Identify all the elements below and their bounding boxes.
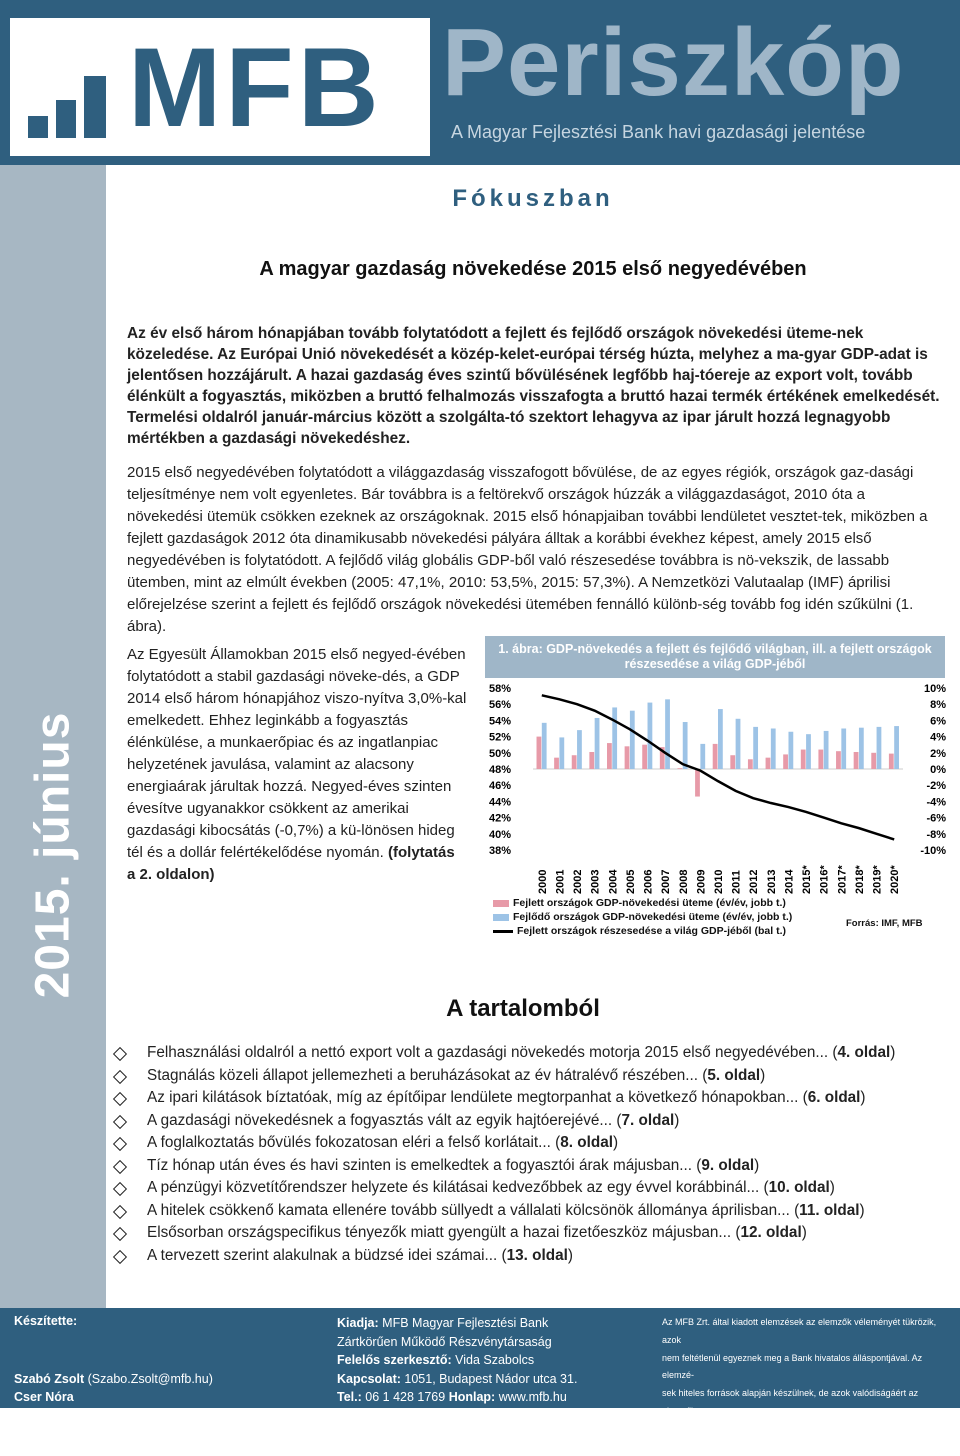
right-tick-label: 0% xyxy=(930,764,946,776)
bar xyxy=(559,737,564,769)
publisher-row xyxy=(337,1314,577,1333)
bar xyxy=(736,719,741,769)
legend-swatch-share xyxy=(493,930,513,933)
disclaimer xyxy=(662,1314,954,1456)
toc-item-text: Az ipari kilátások bíztatóak, míg az építőipar lendülete megtorpanhat a következő hónapokban... ( xyxy=(147,1089,808,1106)
mfb-logo[interactable] xyxy=(10,18,430,156)
body-paragraph-2 xyxy=(127,644,467,886)
bar xyxy=(801,750,806,769)
x-tick-label: 2007 xyxy=(660,869,673,894)
disclaimer-line: Az MFB Zrt. által kiadott elemzések az elemzők véleményét tükrözik, azok xyxy=(662,1317,937,1345)
toc-item-text: A tervezett szerint alakulnak a büdzsé idei számai... ( xyxy=(147,1246,507,1264)
toc-item-text: A hitelek csökkenő kamata ellenére tovább süllyedt a vállalati kölcsönök állománya áprilisban... ( xyxy=(147,1201,800,1219)
bar xyxy=(788,732,793,769)
bar xyxy=(841,729,846,770)
authors xyxy=(14,1370,213,1406)
diamond-bullet-icon xyxy=(113,1227,127,1241)
toc-item-close: ) xyxy=(612,1134,619,1151)
toc-item[interactable] xyxy=(112,1245,952,1268)
publisher-row-2: Zártkörűen Működő Részvénytársaság xyxy=(337,1334,552,1349)
toc-item-text: Stagnálás közeli állapot jellemezheti a beruházásokat az év hátralévő részében... ( xyxy=(147,1066,708,1084)
legend-label-developed: Fejlett országok GDP-növekedési üteme (év/év, jobb t.) xyxy=(513,897,786,909)
left-tick-label: 54% xyxy=(489,715,512,728)
bar xyxy=(648,703,653,769)
editor-row xyxy=(337,1351,577,1370)
legend-label-share: Fejlett országok részesedése a világ GDP-jéből (bal t.) xyxy=(517,925,787,937)
issue-date: 2015. június xyxy=(26,711,80,999)
x-tick-label: 2001 xyxy=(554,869,567,894)
disclaimer-line: zők, sem az MFB Zrt. nem vállal felelősséget. xyxy=(662,1441,844,1452)
right-tick-label: -6% xyxy=(926,812,946,825)
chart-legend xyxy=(493,896,792,938)
right-tick-label: 6% xyxy=(930,715,946,728)
toc-item-close: ) xyxy=(674,1111,680,1129)
left-tick-label: 46% xyxy=(489,780,512,793)
web-link[interactable]: www.mfb.hu xyxy=(498,1390,567,1404)
x-tick-label: 2002 xyxy=(572,869,585,894)
toc-item-page[interactable]: 10. oldal xyxy=(768,1179,830,1196)
diamond-bullet-icon xyxy=(113,1114,127,1128)
x-tick-label: 2017* xyxy=(836,865,849,894)
legend-label-developing: Fejlődő országok GDP-növekedési üteme (év/év, jobb t.) xyxy=(513,911,793,923)
toc-list xyxy=(112,1042,952,1267)
toc-item-close: ) xyxy=(859,1201,865,1219)
gdp-chart xyxy=(485,678,950,896)
bar xyxy=(700,744,705,769)
x-tick-label: 2020* xyxy=(889,865,902,894)
right-tick-label: 2% xyxy=(930,747,946,760)
bar xyxy=(607,743,612,769)
x-tick-label: 2013 xyxy=(765,869,778,894)
left-tick-label: 38% xyxy=(489,845,512,857)
x-tick-label: 2004 xyxy=(607,869,620,894)
bar xyxy=(854,752,859,769)
tel-number[interactable]: 06 1 428 1769 xyxy=(365,1390,446,1404)
toc-item-close: ) xyxy=(760,1066,766,1084)
bar xyxy=(625,746,630,769)
x-tick-label: 2008 xyxy=(677,869,690,894)
contact-label: Kapcsolat: xyxy=(337,1371,401,1386)
toc-item-text: Felhasználási oldalról a nettó export volt a gazdasági növekedés motorja 2015 első negyedévében... ( xyxy=(147,1044,838,1061)
x-tick-label: 2018* xyxy=(853,865,866,894)
left-tick-label: 58% xyxy=(489,683,512,695)
x-tick-label: 2011 xyxy=(730,870,743,894)
logo-text: MFB xyxy=(128,25,383,150)
diamond-bullet-icon xyxy=(113,1249,127,1263)
bar xyxy=(595,718,600,769)
right-tick-label: -8% xyxy=(926,828,946,841)
bar xyxy=(677,768,682,769)
headline: A magyar gazdaság növekedése 2015 első negyedévében xyxy=(259,258,807,280)
legend-swatch-developed xyxy=(493,900,509,907)
bar xyxy=(665,699,670,769)
toc-item-page[interactable]: 12. oldal xyxy=(740,1224,802,1241)
author-1-email[interactable]: (Szabo.Zsolt@mfb.hu) xyxy=(87,1372,213,1386)
toc-item[interactable] xyxy=(112,1042,952,1065)
diamond-bullet-icon xyxy=(113,1159,127,1173)
tel-row xyxy=(337,1388,577,1407)
toc-item-close: ) xyxy=(890,1044,896,1061)
publication-subtitle: A Magyar Fejlesztési Bank havi gazdasági jelentése xyxy=(451,122,866,142)
body-paragraph-1: 2015 első negyedévében folytatódott a világgazdaság visszafogott bővülése, de az egyes régiók, országok gaz-dasági teljesítménye nem volt egyenletes. Bár továbbra is a feltörekvő országok húzzák a világgazdaságot, 2010 óta a növekedési ütemük csökken ezeknek az országoknak. 2015 első hónapjaiban további lendületet vesztet-tek, miközben a fejlett gazdaságok 2012 óta dinamikusabb növekedési pályára álltak a korábbi évekhez képest, amely 2015 első negyedévében is folytatódott. A fejlődő világ globális GDP-ből való részesedése továbbra is nö-vekszik, de lassabb ütemben, mint az elmúlt években (2005: 47,1%, 2010: 53,5%, 2015: 57,3%). A Nemzetközi Valutaalap (IMF) áprilisi előrejelzése szerint a fejlett és fejlődő országok növekedési ütemében fennálló különb-ség tovább fog idén szűkülni (1. ábra). xyxy=(127,464,928,635)
right-tick-label: -2% xyxy=(926,780,946,793)
x-tick-label: 2009 xyxy=(695,869,708,894)
chart-source: Forrás: IMF, MFB xyxy=(846,918,923,929)
bar xyxy=(730,755,735,769)
bar xyxy=(859,728,864,769)
legend-item-developing xyxy=(493,910,792,924)
prepared-by-label: Készítette: xyxy=(14,1314,78,1328)
prepared-by xyxy=(14,1314,77,1328)
x-tick-label: 2006 xyxy=(642,869,655,894)
toc-title: A tartalomból xyxy=(446,995,600,1022)
bar xyxy=(642,745,647,769)
tel-label: Tel.: xyxy=(337,1390,362,1404)
toc-item-text: A gazdasági növekedésnek a fogyasztás vált az egyik hajtóerejévé... ( xyxy=(147,1111,622,1129)
legend-item-developed xyxy=(493,896,792,910)
disclaimer-line: nem vállalnak felelősséget. Az előrejelzések teljesüléséért sem az elem- xyxy=(662,1423,950,1434)
publisher-label: Kiadja: xyxy=(337,1316,379,1330)
right-tick-label: 8% xyxy=(930,699,946,712)
right-tick-label: -10% xyxy=(920,845,946,857)
legend-item-share xyxy=(493,924,792,938)
x-tick-label: 2010 xyxy=(713,869,725,894)
toc-item[interactable] xyxy=(112,1087,952,1110)
bar xyxy=(818,750,823,769)
toc-item-close: ) xyxy=(567,1246,573,1264)
toc-item[interactable] xyxy=(112,1065,952,1088)
bar xyxy=(836,751,841,769)
bar xyxy=(753,727,758,769)
disclaimer-line: nem feltétlenül egyeznek meg a Bank hivatalos álláspontjával. Az elemzé- xyxy=(662,1352,923,1381)
continuation-link[interactable]: (folytatás a 2. oldalon) xyxy=(127,844,455,883)
right-tick-label: 4% xyxy=(930,731,946,744)
bar xyxy=(824,731,829,769)
diamond-bullet-icon xyxy=(113,1137,127,1151)
toc-item-text: A pénzügyi közvetítőrendszer helyzete és kilátásai kedvezőbbek az egy évvel korábbinál... ( xyxy=(147,1179,769,1196)
bar xyxy=(577,730,582,769)
diamond-bullet-icon xyxy=(113,1047,127,1061)
contact-row xyxy=(337,1370,577,1389)
toc-item-page[interactable]: 5. oldal xyxy=(707,1066,761,1084)
bar xyxy=(554,758,559,769)
left-tick-label: 56% xyxy=(489,699,512,712)
x-tick-label: 2019* xyxy=(871,865,884,894)
bar xyxy=(766,758,771,769)
author-2-name: Cser Nóra xyxy=(14,1390,74,1404)
bar xyxy=(748,759,753,769)
bar xyxy=(889,754,894,769)
left-tick-label: 50% xyxy=(489,747,512,760)
author-1 xyxy=(14,1370,213,1388)
author-2 xyxy=(14,1388,213,1406)
toc-item-text: A foglalkoztatás bővülés fokozatosan eléri a felső korlátait... ( xyxy=(147,1134,561,1151)
x-tick-label: 2014 xyxy=(783,869,796,894)
toc-item-page[interactable]: 9. oldal xyxy=(701,1156,755,1174)
toc-item-page[interactable]: 8. oldal xyxy=(560,1134,613,1151)
bar xyxy=(894,726,899,769)
bar xyxy=(718,709,723,769)
toc-item-page[interactable]: 13. oldal xyxy=(506,1246,568,1264)
bar xyxy=(683,722,688,769)
bar xyxy=(806,734,811,769)
legend-swatch-developing xyxy=(493,914,509,921)
editor-name: Vida Szabolcs xyxy=(455,1353,535,1367)
bar xyxy=(542,723,547,769)
left-tick-label: 44% xyxy=(489,796,512,809)
disclaimer-line: sek hiteles források alapján készülnek, de azok valódiságáért az elemzők xyxy=(662,1388,919,1416)
contact-address: 1051, Budapest Nádor utca 31. xyxy=(404,1371,578,1386)
diamond-bullet-icon xyxy=(113,1069,127,1083)
toc-item[interactable] xyxy=(112,1177,952,1200)
section-title: Fókuszban xyxy=(452,185,614,212)
x-tick-label: 2000 xyxy=(536,869,549,894)
footer xyxy=(0,1308,960,1452)
toc-item[interactable] xyxy=(112,1132,952,1155)
toc-item[interactable] xyxy=(112,1155,952,1178)
toc-item-page[interactable]: 11. oldal xyxy=(799,1201,860,1219)
chart-title: 1. ábra: GDP-növekedés a fejlett és fejlődő világban, ill. a fejlett országok részesedése a világ GDP-jéből xyxy=(485,636,945,678)
toc-item-page[interactable]: 4. oldal xyxy=(837,1044,891,1061)
toc-item-page[interactable]: 6. oldal xyxy=(807,1089,861,1106)
right-tick-label: 10% xyxy=(923,683,946,695)
publisher-info xyxy=(337,1314,577,1407)
bar xyxy=(713,744,718,769)
toc-item-text: Elsősorban országspecifikus tényezők miatt gyengült a hazai fizetőeszköz májusban... ( xyxy=(147,1224,741,1241)
bar xyxy=(630,711,635,769)
x-tick-label: 2012 xyxy=(748,869,761,894)
publication-title: Periszkóp xyxy=(442,9,905,116)
bar xyxy=(877,727,882,769)
toc-item-close: ) xyxy=(860,1089,866,1106)
bar xyxy=(695,769,700,797)
publisher-name: MFB Magyar Fejlesztési Bank xyxy=(382,1316,549,1330)
x-tick-label: 2003 xyxy=(589,869,602,894)
editor-label: Felelős szerkesztő: xyxy=(337,1353,452,1367)
author-1-name: Szabó Zsolt xyxy=(14,1372,85,1386)
lead-paragraph: Az év első három hónapjában tovább folytatódott a fejlett és fejlődő országok növekedési üteme-nek közeledése. Az Európai Unió növekedését a közép-kelet-európai térség húzta, melyhez a ma-gyar GDP-adat is jelentősen hozzájárult. A hazai gazdaság éves szintű bővülésének legfőbb haj-tóereje az export volt, tovább élénkült a fogyasztás, miközben a bruttó felhalmozás visszafogta a bruttó hazai termék értékének emelkedését. Termelési oldalról január-március között a szolgálta-tó szektort lehagyva az ipar járult hozzá legnagyobb mértékben a gazdasági növekedéshez. xyxy=(127,325,940,447)
toc-item[interactable] xyxy=(112,1110,952,1133)
bar xyxy=(589,752,594,769)
bar xyxy=(612,707,617,769)
diamond-bullet-icon xyxy=(113,1092,127,1106)
toc-item-text: Tíz hónap után éves és havi szinten is emelkedtek a fogyasztói árak májusban... ( xyxy=(147,1156,702,1174)
left-tick-label: 42% xyxy=(489,812,512,825)
toc-item-close: ) xyxy=(754,1156,760,1174)
diamond-bullet-icon xyxy=(113,1204,127,1218)
bar xyxy=(572,755,577,769)
left-tick-label: 40% xyxy=(489,828,512,841)
left-tick-label: 48% xyxy=(489,764,512,776)
toc-item[interactable] xyxy=(112,1200,952,1223)
x-tick-label: 2015* xyxy=(801,865,814,894)
bar xyxy=(771,729,776,770)
body-paragraph-2-text: Az Egyesült Államokban 2015 első negyed-évében folytatódott a stabil gazdasági növeke-dés, a GDP 2014 első három hónapjához viszo-nyítva 3,0%-kal emelkedett. Ehhez leginkább a fogyasztás élénkülése, a munkaerőpiac és az ingatlanpiac helyzetének javulása, valamint az alacsony energiaárak járultak hozzá. Negyed-éves szinten évesítve ugyanakkor csökkent az amerikai gazdasági kibocsátás (-0,7%) a kü-lönösen hideg tél és a dollár felértékelődése nyomán. xyxy=(127,646,467,861)
header xyxy=(0,0,960,165)
bar xyxy=(783,754,788,769)
toc-item-close: ) xyxy=(801,1224,807,1241)
bar xyxy=(871,753,876,769)
diamond-bullet-icon xyxy=(113,1182,127,1196)
toc-item-page[interactable]: 7. oldal xyxy=(621,1111,675,1129)
right-tick-label: -4% xyxy=(926,796,946,809)
bar xyxy=(537,737,542,769)
sidebar xyxy=(0,165,106,1308)
toc-item-close: ) xyxy=(829,1179,835,1196)
toc-item[interactable] xyxy=(112,1222,952,1245)
left-tick-label: 52% xyxy=(489,731,512,744)
web-label: Honlap: xyxy=(448,1390,496,1404)
x-tick-label: 2016* xyxy=(818,865,831,894)
x-tick-label: 2005 xyxy=(624,869,637,894)
